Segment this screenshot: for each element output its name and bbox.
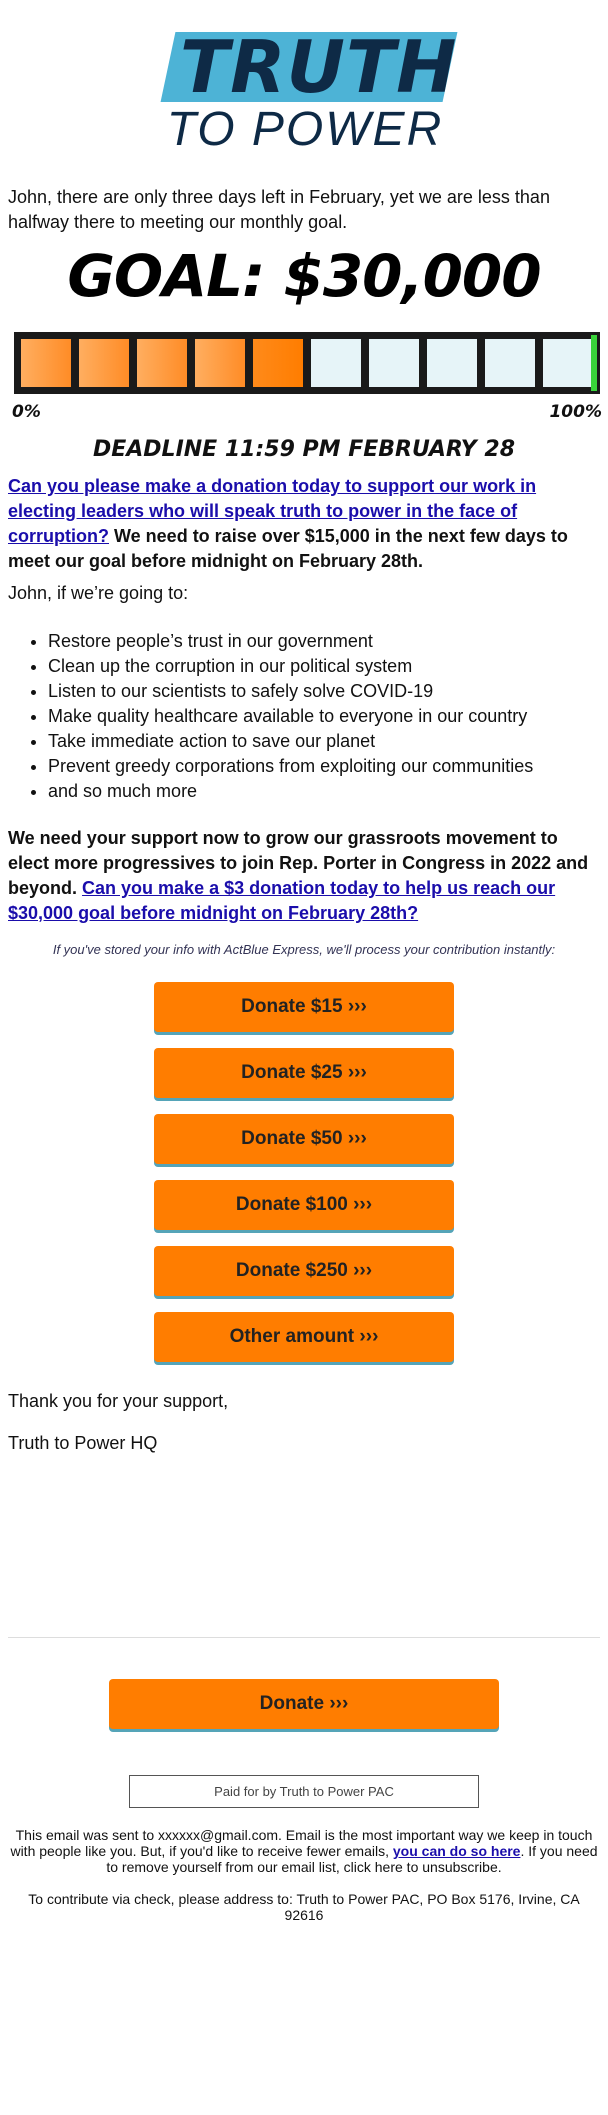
intro-text: John, there are only three days left in February, yet we are less than halfway there to meeting our monthly goal. <box>8 187 550 232</box>
support-text: We need your support now to grow our grassroots movement to elect more progressives to join Rep. Porter in Congress in 2022 and beyond. <box>8 828 589 898</box>
donate-15-button[interactable]: Donate $15 ››› <box>154 982 454 1032</box>
reason-list-item: • Take immediate action to save our planet <box>48 729 608 754</box>
paid-for-by-box: Paid for by Truth to Power PAC <box>129 1775 479 1808</box>
donation-ask-text: We need to raise over $15,000 in the next few days to meet our goal before midnight on February 28th. <box>8 526 568 571</box>
footer-text-after: . If you need to remove yourself from our email list, click here to unsubscribe. <box>106 1843 598 1875</box>
donate-50-button[interactable]: Donate $50 ››› <box>154 1114 454 1164</box>
reasons-lead-text: John, if we’re going to: <box>8 583 189 603</box>
donation-ask-link[interactable]: Can you please make a donation today to support our work in electing leaders who will speak truth to power in the face of corruption? <box>8 476 537 546</box>
progress-min-label: 0% <box>12 402 41 422</box>
reason-list-item: • Make quality healthcare available to everyone in our country <box>48 704 608 729</box>
progress-segment-empty <box>541 337 595 389</box>
reason-list-item: • and so much more <box>48 779 608 804</box>
goal-progress-bar <box>14 332 600 394</box>
actblue-note: If you've stored your info with ActBlue Express, we'll process your contribution instantly: <box>52 942 556 957</box>
reason-list-item: • Prevent greedy corporations from exploiting our communities <box>48 754 608 779</box>
check-address-text: To contribute via check, please address to: Truth to Power PAC, PO Box 5176, Irvine, CA 92616 <box>28 1891 580 1923</box>
progress-segment-filled <box>77 337 131 389</box>
reason-list-item: • Clean up the corruption in our political system <box>48 654 608 679</box>
logo-to-power-text: TO POWER <box>166 103 444 156</box>
progress-segment-filled <box>135 337 189 389</box>
donation-ask-paragraph <box>8 474 600 574</box>
progress-max-label: 100% <box>549 402 602 422</box>
progress-segment-empty <box>367 337 421 389</box>
logo-truth-text: TRUTH <box>180 25 458 109</box>
truth-to-power-logo <box>160 25 460 156</box>
progress-segment-filled <box>193 337 247 389</box>
reason-list-item: • Listen to our scientists to safely solve COVID-19 <box>48 679 608 704</box>
progress-segment-filled <box>251 337 305 389</box>
three-dollar-donation-link[interactable]: Can you make a $3 donation today to help us reach our $30,000 goal before midnight on February 28th? <box>8 878 556 923</box>
reasons-list <box>8 629 608 804</box>
donate-25-button[interactable]: Donate $25 ››› <box>154 1048 454 1098</box>
reason-list-item: • Restore people’s trust in our government <box>48 629 608 654</box>
footer-divider <box>8 1637 600 1638</box>
footer-text-before: This email was sent to xxxxxx@gmail.com. Email is the most important way we keep in touch with people like you. But, if you'd like to receive fewer emails, <box>10 1827 593 1859</box>
signature-text: Truth to Power HQ <box>8 1433 158 1453</box>
progress-segment-empty <box>483 337 537 389</box>
support-paragraph <box>8 826 600 926</box>
donate-250-button[interactable]: Donate $250 ››› <box>154 1246 454 1296</box>
progress-end-marker <box>591 335 597 391</box>
other-amount-button[interactable]: Other amount ››› <box>154 1312 454 1362</box>
progress-segment-empty <box>309 337 363 389</box>
progress-segment-empty <box>425 337 479 389</box>
goal-heading: GOAL: $30,000 <box>67 242 541 310</box>
progress-segment-filled <box>19 337 73 389</box>
thanks-text: Thank you for your support, <box>8 1391 229 1411</box>
deadline-heading: DEADLINE 11:59 PM FEBRUARY 28 <box>92 437 516 462</box>
footer-disclaimer <box>8 1827 600 1875</box>
fewer-emails-link[interactable]: you can do so here <box>392 1843 521 1859</box>
donate-100-button[interactable]: Donate $100 ››› <box>154 1180 454 1230</box>
footer-donate-button[interactable]: Donate ››› <box>109 1679 499 1729</box>
